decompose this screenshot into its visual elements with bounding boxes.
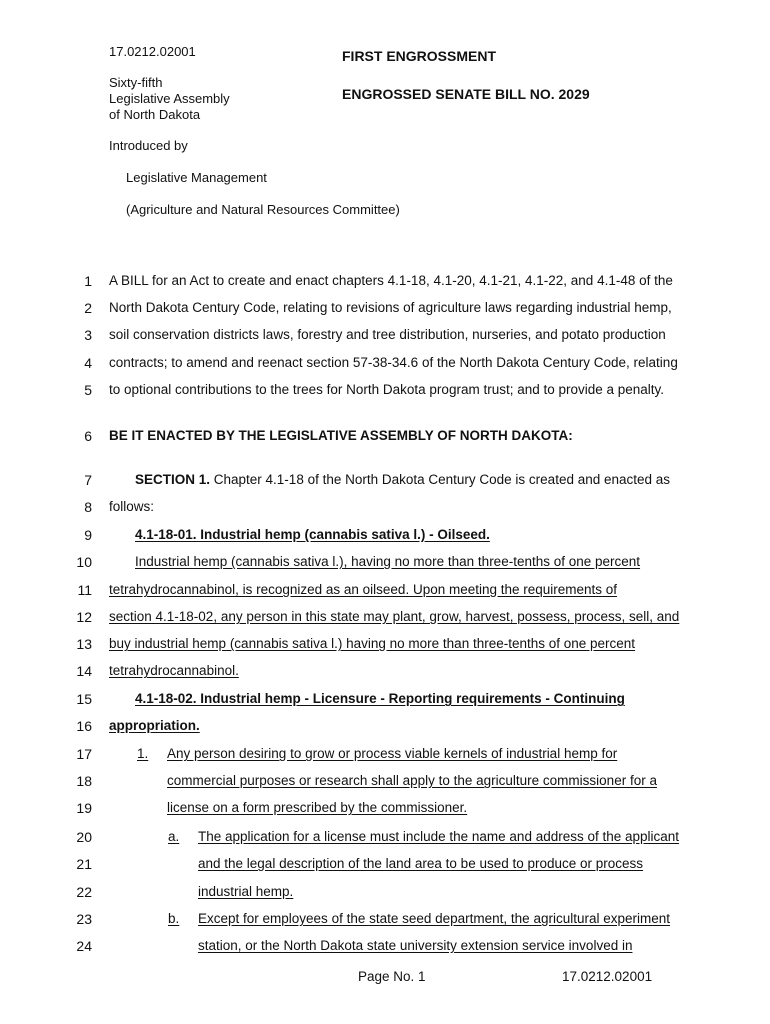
line-number: 23 xyxy=(76,911,92,927)
bill-text-line: Except for employees of the state seed department, the agricultural experiment xyxy=(198,911,671,926)
bill-title: ENGROSSED SENATE BILL NO. 2029 xyxy=(342,86,590,102)
subsection-heading: 4.1-18-01. Industrial hemp (cannabis sativa l.) - Oilseed. xyxy=(135,527,490,542)
assembly-line-3: of North Dakota xyxy=(109,107,201,122)
line-number: 18 xyxy=(76,773,92,789)
bill-text-line: A BILL for an Act to create and enact chapters 4.1-18, 4.1-20, 4.1-21, 4.1-22, and 4.1-48 of the xyxy=(109,273,673,288)
bill-text-line: buy industrial hemp (cannabis sativa l.) having no more than three-tenths of one percent xyxy=(109,636,636,651)
bill-text-line: follows: xyxy=(109,499,155,514)
line-number: 11 xyxy=(77,582,92,598)
bill-text-line: The application for a license must include the name and address of the applicant xyxy=(198,829,680,844)
line-number: 24 xyxy=(76,938,92,954)
bill-text-line: Industrial hemp (cannabis sativa l.), having no more than three-tenths of one percent xyxy=(135,554,641,569)
bill-text-line: section 4.1-18-02, any person in this state may plant, grow, harvest, possess, process, sell, and xyxy=(109,609,680,624)
bill-text-line: tetrahydrocannabinol. xyxy=(109,663,239,678)
introduced-by: Introduced by xyxy=(109,138,188,153)
bill-text-line: Any person desiring to grow or process viable kernels of industrial hemp for xyxy=(167,746,618,761)
line-number: 20 xyxy=(76,829,92,845)
section-line xyxy=(135,472,670,487)
subsection-heading: 4.1-18-02. Industrial hemp - Licensure - Reporting requirements - Continuing xyxy=(135,691,625,706)
line-number: 15 xyxy=(76,691,92,707)
bill-text-line: tetrahydrocannabinol, is recognized as an oilseed. Upon meeting the requirements of xyxy=(109,582,618,597)
engrossment-title: FIRST ENGROSSMENT xyxy=(342,48,497,64)
bill-text-line: contracts; to amend and reenact section 57-38-34.6 of the North Dakota Century Code, relating xyxy=(109,355,678,370)
subsection-heading-cont: appropriation. xyxy=(109,718,200,733)
sponsor: Legislative Management xyxy=(126,170,267,185)
line-number: 7 xyxy=(84,472,92,488)
line-number: 5 xyxy=(84,382,92,398)
bill-text-line: industrial hemp. xyxy=(198,884,294,899)
bill-text-line: soil conservation districts laws, forestry and tree distribution, nurseries, and potato production xyxy=(109,327,666,342)
doc-number: 17.0212.02001 xyxy=(109,44,196,59)
line-number: 9 xyxy=(84,527,92,543)
line-number: 6 xyxy=(84,428,92,444)
committee: (Agriculture and Natural Resources Committee) xyxy=(126,202,400,217)
assembly-line-1: Sixty-fifth xyxy=(109,75,163,90)
line-number: 2 xyxy=(84,300,92,316)
bill-text-line: license on a form prescribed by the commissioner. xyxy=(167,800,468,815)
bill-text-line: commercial purposes or research shall apply to the agriculture commissioner for a xyxy=(167,773,657,788)
line-number: 1 xyxy=(84,273,92,289)
list-marker: b. xyxy=(168,911,180,926)
line-number: 22 xyxy=(76,884,92,900)
line-number: 17 xyxy=(76,746,92,762)
page-number: Page No. 1 xyxy=(358,969,426,984)
list-marker: 1. xyxy=(137,746,149,761)
line-number: 3 xyxy=(84,327,92,343)
line-number: 19 xyxy=(76,800,92,816)
assembly-line-2: Legislative Assembly xyxy=(109,91,230,106)
line-number: 16 xyxy=(76,718,92,734)
line-number: 12 xyxy=(76,609,92,625)
bill-text-line: and the legal description of the land area to be used to produce or process xyxy=(198,856,644,871)
bill-text-line: North Dakota Century Code, relating to revisions of agriculture laws regarding industrial hemp, xyxy=(109,300,672,315)
enacting-clause: BE IT ENACTED BY THE LEGISLATIVE ASSEMBLY OF NORTH DAKOTA: xyxy=(109,428,573,443)
list-marker: a. xyxy=(168,829,180,844)
line-number: 10 xyxy=(76,554,92,570)
footer-doc-number: 17.0212.02001 xyxy=(562,969,653,984)
bill-text-line: station, or the North Dakota state university extension service involved in xyxy=(198,938,633,953)
line-number: 8 xyxy=(84,499,92,515)
section-text: Chapter 4.1-18 of the North Dakota Century Code is created and enacted as xyxy=(210,472,671,487)
line-number: 4 xyxy=(84,355,92,371)
line-number: 14 xyxy=(76,663,92,679)
line-number: 21 xyxy=(76,856,92,872)
bill-text-line: to optional contributions to the trees for North Dakota program trust; and to provide a penalty. xyxy=(109,382,665,397)
section-heading: SECTION 1. xyxy=(135,472,211,487)
line-number: 13 xyxy=(76,636,92,652)
